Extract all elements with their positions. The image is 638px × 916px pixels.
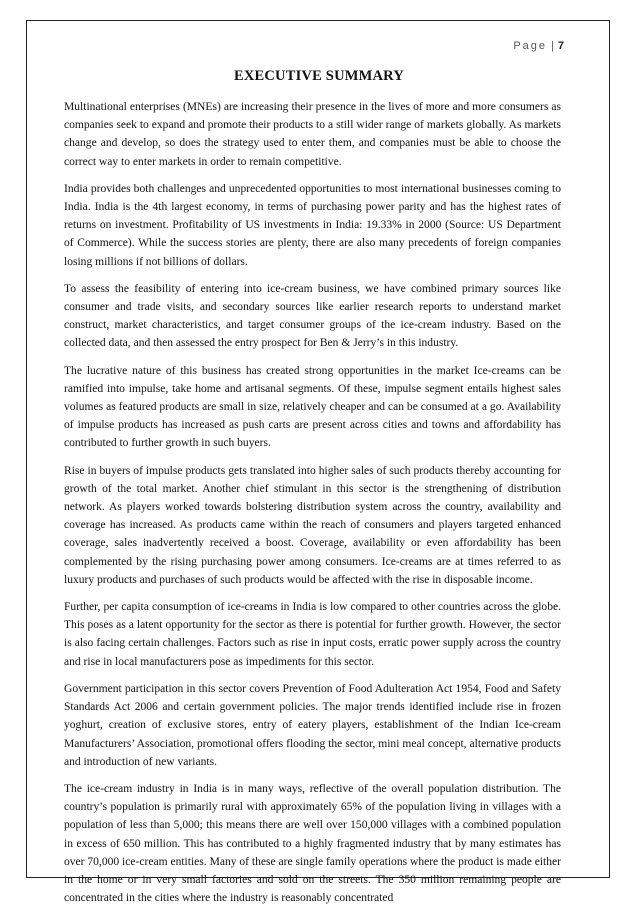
paragraph-segments: The lucrative nature of this business has created strong opportunities in the market Ice-creams can be ramified into impulse, take home and artisanal segments. Of these, impulse segment entails highest sales volumes as featured products are small in size, relatively cheaper and can be consumed at a go. Availability of impulse products has increased as push carts are present across cities and towns and affordability has contributed to further growth in such buyers. [64,364,561,450]
document-body [64,98,561,916]
paragraph-population: The ice-cream industry in India is in many ways, reflective of the overall population distribution. The country’s population is primarily rural with approximately 65% of the population living in villages with a population of less than 5,000; this means there are well over 150,000 villages with a combined population in excess of 650 million. This has contributed to a highly fragmented industry that by many estimates has over 70,000 ice-cream entities. Many of these are single family operations where the product is made either in the home or in very small factories and sold on the streets. The 350 million remaining people are concentrated in the cities where the industry is reasonably concentrated [64,782,561,905]
page-separator: | [551,40,554,52]
page-label: Page [513,40,548,52]
paragraph-per-capita: Further, per capita consumption of ice-creams in India is low compared to other countries across the globe. This poses as a latent opportunity for the sector as there is potential for further growth. However, the sector is also facing certain challenges. Factors such as rise in input costs, erratic power supply across the country and rise in local manufacturers pose as impediments for this sector. [64,601,561,668]
paragraph-government: Government participation in this sector covers Prevention of Food Adulteration Act 1954, Food and Safety Standards Act 2006 and certain government policies. The major trends identified include rise in frozen yoghurt, creation of exclusive stores, entry of eatery players, establishment of the Indian Ice-cream Manufacturers’ Association, promotional offers flooding the sector, mini meal concept, alternative products and introduction of new variants. [64,682,561,768]
paragraph-impulse-buyers: Rise in buyers of impulse products gets translated into higher sales of such products thereby accounting for growth of the total market. Another chief stimulant in this sector is the strengthening of distribution network. As players worked towards bolstering distribution system across the country, availability and coverage has increased. As products came within the reach of consumers and players targeted enhanced coverage, sales inadvertently received a boost. Coverage, availability or even affordability has been complemented by the rising purchasing power among consumers. Ice-creams are at times referred to as luxury products and purchases of such products would be affected with the rise in disposable income. [64,464,561,586]
page-number: 7 [557,40,564,52]
paragraph-mnes: Multinational enterprises (MNEs) are increasing their presence in the lives of more and more consumers as companies seek to expand and promote their products to a still wider range of markets globally. As markets change and develop, so does the strategy used to enter them, and companies must be able to choose the correct way to enter markets in order to remain competitive. [64,101,561,168]
paragraph-india-opportunities: India provides both challenges and unprecedented opportunities to most international businesses coming to India. India is the 4th largest economy, in terms of purchasing power parity and has the highest rates of returns on investment. Profitability of US investments in India: 19.33% in 2000 (Source: US Department of Commerce). While the success stories are plenty, there are also many precedents of foreign companies losing millions if not billions of dollars. [64,182,561,268]
page-header [513,40,564,52]
document-title: EXECUTIVE SUMMARY [233,68,405,84]
paragraph-feasibility: To assess the feasibility of entering into ice-cream business, we have combined primary sources like consumer and trade visits, and secondary sources like earlier research reports to understand market construct, market characteristics, and target consumer groups of the ice-cream industry. Based on the collected data, and then assessed the entry prospect for Ben & Jerry’s in this industry. [64,282,561,350]
